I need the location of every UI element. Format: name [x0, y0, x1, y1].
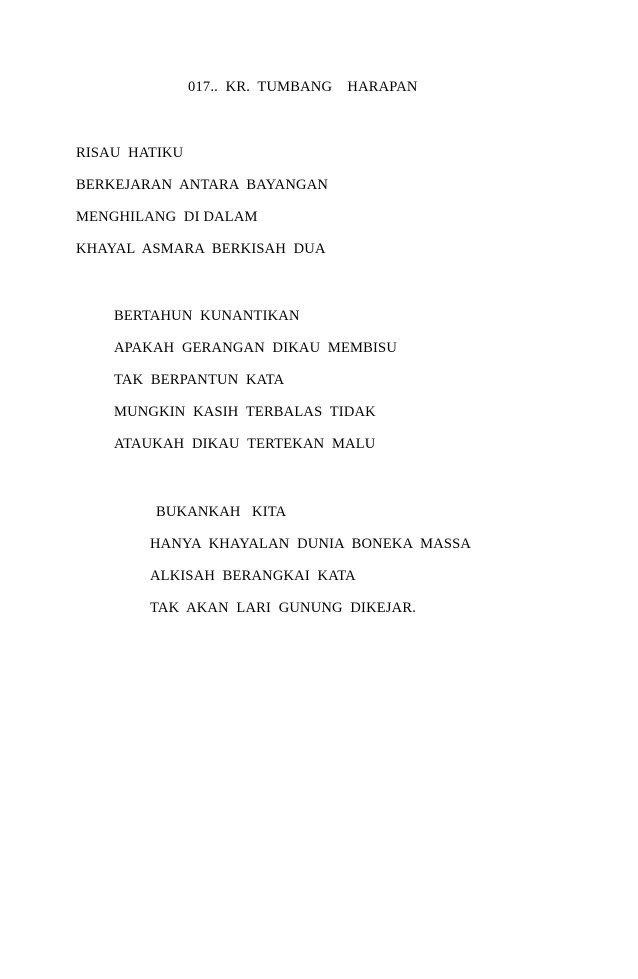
stanza-2 — [114, 307, 397, 467]
poem-title: 017.. KR. TUMBANG HARAPAN — [188, 79, 418, 95]
poem-line: MENGHILANG DI DALAM — [76, 209, 258, 225]
poem-line: BUKANKAH KITA — [156, 504, 287, 520]
poem-line: BERTAHUN KUNANTIKAN — [114, 308, 300, 324]
poem-line: KHAYAL ASMARA BERKISAH DUA — [76, 241, 326, 257]
stanza-3 — [150, 503, 471, 631]
poem-line: MUNGKIN KASIH TERBALAS TIDAK — [114, 404, 376, 420]
poem-line: ALKISAH BERANGKAI KATA — [150, 568, 356, 584]
poem-line: TAK AKAN LARI GUNUNG DIKEJAR. — [150, 600, 417, 616]
stanza-1 — [76, 144, 328, 272]
poem-line: ATAUKAH DIKAU TERTEKAN MALU — [114, 436, 376, 452]
poem-line: RISAU HATIKU — [76, 145, 184, 161]
poem-line: HANYA KHAYALAN DUNIA BONEKA MASSA — [150, 536, 472, 552]
poem-line: BERKEJARAN ANTARA BAYANGAN — [76, 177, 329, 193]
poem-line: APAKAH GERANGAN DIKAU MEMBISU — [114, 340, 397, 356]
poem-line: TAK BERPANTUN KATA — [114, 372, 285, 388]
